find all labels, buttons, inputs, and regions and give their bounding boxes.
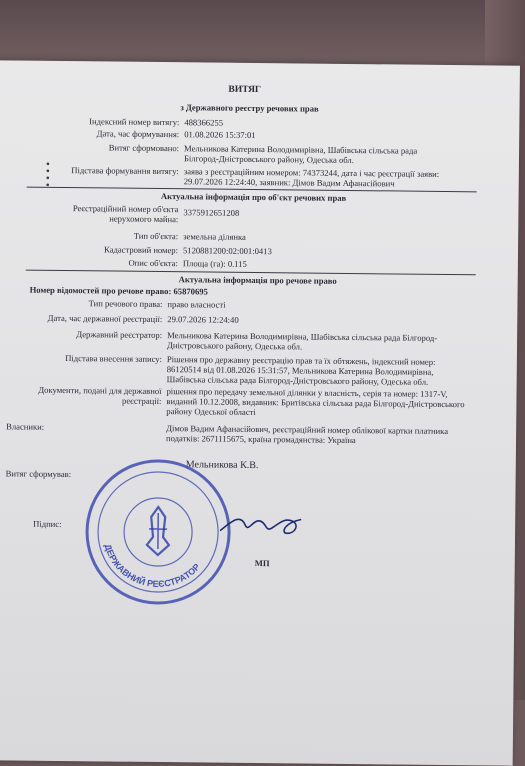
- field-value: рішення про передачу земельної ділянки у власність, серія та номер: 1317-V, виданий 10.12.2008, видавник: Бритівська сільська рада Білгород-Дністровського району Одеської області: [166, 386, 465, 418]
- section-heading: Актуальна інформація про об'єкт речових прав: [160, 191, 347, 203]
- field-label: Дата, час державної реєстрації:: [47, 312, 163, 325]
- field-value: 5120881200:02:001:0413: [182, 245, 272, 257]
- document-sheet: [0, 60, 520, 766]
- field-value: 488366255: [184, 117, 224, 128]
- field-value: Мельникова Катерина Володимирівна, Шабівська сільська рада Білгород-Дністровського району, Одеська обл.: [166, 330, 438, 352]
- sign-label: Підпис:: [33, 518, 62, 529]
- field-label: Підстава формування витягу:: [71, 165, 179, 177]
- field-label: Державний реєстратор:: [76, 329, 163, 341]
- field-value: 3375912651208: [183, 207, 240, 218]
- mp-mark: МП: [254, 558, 270, 569]
- field-label: Кадастровий номер:: [104, 244, 179, 256]
- field-label: Підстава внесення запису:: [65, 353, 162, 365]
- field-label: Витяг сформовано:: [108, 142, 180, 154]
- field-value: 29.07.2026 12:24:40: [167, 314, 239, 325]
- field-value: Рішення про державну реєстрацію прав та їх обтяжень, індексний номер: 86120514 від 01.08.2026 15:31:57, Мельникова Катерина Володимирівна, Шабівська сільська рада Білгород-Дністровського району, Одеська обл.: [166, 354, 436, 387]
- doc-title: ВИТЯГ: [228, 84, 262, 96]
- doc-subtitle: з Державного реєстру речових прав: [180, 102, 319, 114]
- right-number: Номер відомостей про речове право: 65870695: [29, 284, 208, 297]
- formed-value: Мельникова К.В.: [185, 459, 259, 472]
- stamp-text: ДЕРЖАВНИЙ РЕЄСТРАТОР: [102, 542, 202, 590]
- field-label: Тип об'єкта:: [133, 230, 179, 242]
- field-value: Дімов Вадим Афанасійович, реєстраційний номер облікової картки платника податків: 2671115675, країна громадянства: Україна: [165, 423, 449, 446]
- field-label: Дата, час формування:: [96, 128, 180, 140]
- field-value: Площа (га): 0.115: [182, 258, 247, 269]
- formed-label: Витяг сформував:: [5, 468, 72, 480]
- field-label: Документи, подані для державної реєстрації:: [38, 384, 162, 407]
- field-label: Власники:: [6, 421, 45, 432]
- field-value: право власності: [167, 299, 226, 310]
- field-label: Тип речового права:: [88, 298, 163, 310]
- field-value: земельна ділянка: [183, 231, 246, 242]
- field-label: Реєстраційний номер об'єкта нерухомого майна:: [72, 203, 179, 225]
- signature: [215, 503, 305, 544]
- field-value: заява з реєстраційним номером: 74373244, дата і час реєстрації заяви: 29.07.2026 12:24:40, заявник: Дімов Вадим Афанасійович: [183, 166, 440, 189]
- field-value: Мельникова Катерина Володимирівна, Шабівська сільська рада Білгород-Дністровського району, Одеська обл.: [183, 143, 418, 166]
- official-stamp: [82, 456, 234, 608]
- field-label: Індексний номер витягу:: [89, 116, 180, 128]
- field-value: 01.08.2026 15:37:01: [184, 129, 256, 140]
- field-label: Опис об'єкта:: [128, 257, 178, 269]
- section-heading: Актуальна інформація про речове право: [178, 274, 337, 286]
